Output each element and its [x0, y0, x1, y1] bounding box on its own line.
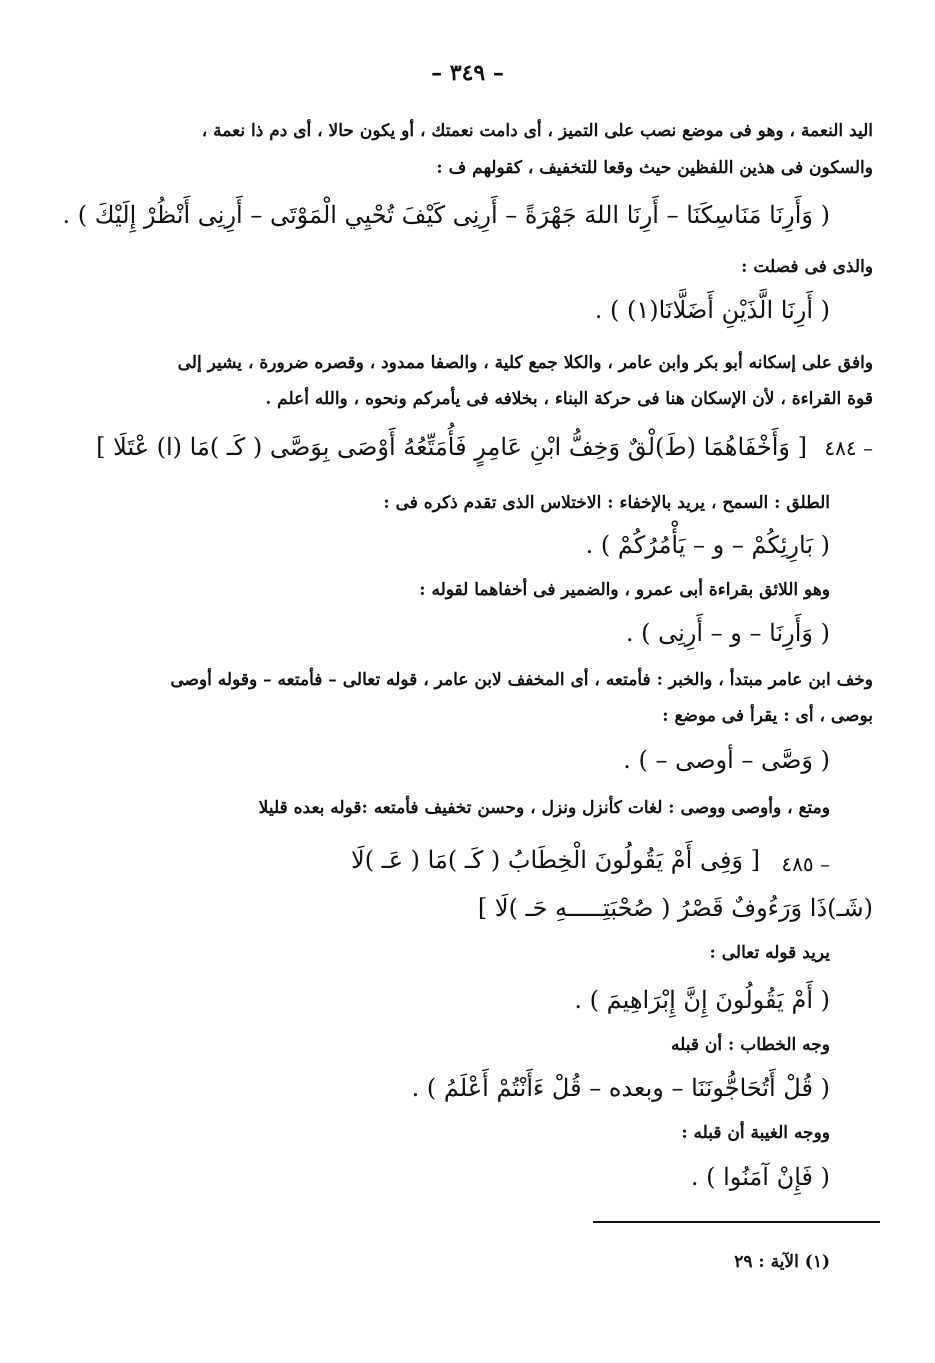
text-line: الطلق : السمح ، يريد بالإخفاء : الاختلاس الذى تقدم ذكره فى :: [383, 493, 830, 513]
poem-verse: [ وَفِى أَمْ يَقُولُونَ الْخِطَابُ ( كَـ )مَا ( عَـ )لَا: [351, 846, 760, 874]
text-line: اليد النعمة ، وهو فى موضع نصب على التميز ، أى دامت نعمتك ، أو يكون حالا ، أى دم ذا نعمة ،: [201, 121, 873, 141]
text-line: بوصى ، أى : يقرأ فى موضع :: [662, 706, 873, 726]
verse-number: ٤٨٥ –: [781, 852, 830, 876]
text-line: وافق على إسكانه أبو بكر وابن عامر ، والكلا جمع كلية ، والصفا ممدود ، وقصره ضرورة ، يشير إلى: [177, 353, 873, 373]
page-number: – ٣٤٩ –: [431, 60, 504, 86]
quran-verse: ( فَإِنْ آمَنُوا ) .: [690, 1163, 830, 1191]
poem-verse: (شَـ)ذَا وَرَءُوفٌ قَصْرُ ( صُحْبَتِـــــهِ حَـ )لَا ]: [477, 894, 873, 922]
quran-verse: ( قُلْ أَتُحَاجُّونَنَا – وبعده – قُلْ ءَأَنْتُمْ أَعْلَمُ ) .: [411, 1074, 830, 1102]
quran-verse: ( أَرِنَا الَّذَيْنِ أَضَلَّانَا(١) ) .: [594, 296, 830, 324]
quran-verse: ( أَمْ يَقُولُونَ إِنَّ إِبْرَاهِيمَ ) .: [574, 986, 830, 1014]
text-line: وهو اللائق بقراءة أبى عمرو ، والضمير فى أخفاهما لقوله :: [419, 580, 830, 600]
text-line: يريد قوله تعالى :: [709, 943, 830, 963]
poem-verse: [ وَأَخْفَاهُمَا (طَ)لْقٌ وَخِفُّ ابْنِ عَامِرٍ فَأُمَتِّعُهُ أَوْصَى بِوَصَّى ( كَـ )مَا (ا) عْتَلَا ]: [96, 433, 807, 461]
text-line: والذى فى فصلت :: [741, 257, 873, 277]
text-line: وجه الخطاب : أن قبله: [671, 1035, 830, 1055]
text-line: ومتع ، وأوصى ووصى : لغات كأنزل ونزل ، وحسن تخفيف فأمتعه :قوله بعده قليلا: [258, 798, 830, 818]
text-line: ووجه الغيبة أن قبله :: [681, 1123, 830, 1143]
text-line: وخف ابن عامر مبتدأ ، والخبر : فأمتعه ، أى المخفف لابن عامر ، قوله تعالى – فأمتعه – وقوله أوصى: [170, 670, 873, 690]
footnote-divider: [593, 1221, 880, 1223]
quran-verse: ( وَصَّى – أوصى – ) .: [623, 746, 830, 774]
quran-verse: ( وَأَرِنَا مَنَاسِكَنَا – أَرِنَا اللهَ جَهْرَةً – أَرِنِى كَيْفَ تُحْيِي الْمَوْتَى – أَرِنِى أَنْظُرْ إِلَيْكَ ) .: [62, 201, 830, 229]
text-line: قوة القراءة ، لأن الإسكان هنا فى حركة البناء ، بخلافه فى يأمركم ونحوه ، والله أعلم .: [265, 389, 873, 409]
verse-number: ٤٨٤ –: [824, 436, 873, 460]
text-line: والسكون فى هذين اللفظين حيث وقعا للتخفيف ، كقولهم ف :: [436, 158, 873, 178]
quran-verse: ( بَارِئِكُمْ – و – يَأْمُرُكُمْ ) .: [585, 531, 830, 559]
quran-verse: ( وَأَرِنَا – و – أَرِنِى ) .: [625, 619, 830, 647]
footnote: (١) الآية : ٢٩: [734, 1252, 830, 1272]
